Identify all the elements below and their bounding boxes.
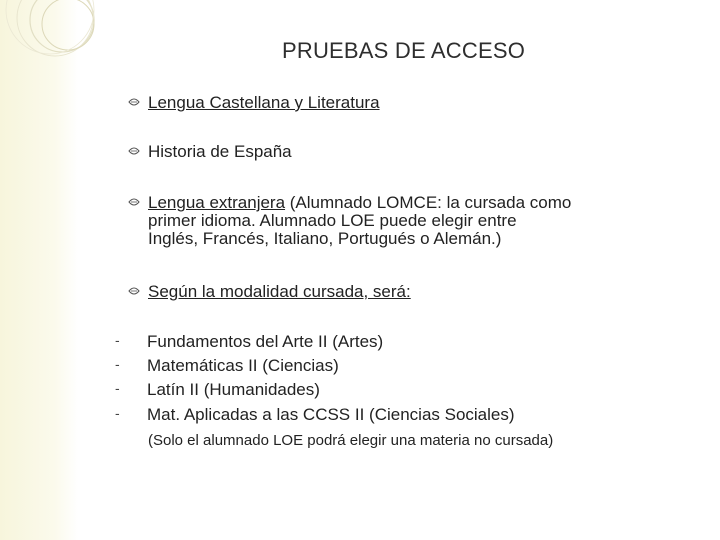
- ornament-bullet-icon: [128, 95, 140, 109]
- bullet-line-2: primer idioma. Alumnado LOE puede elegir entre: [148, 211, 517, 230]
- dash-marker: -: [115, 332, 120, 348]
- dash-item-text: Matemáticas II (Ciencias): [147, 356, 339, 375]
- ornament-bullet-icon: [128, 195, 140, 209]
- ornament-bullet-icon: [128, 144, 140, 158]
- bullet-line-3: Inglés, Francés, Italiano, Portugués o Alemán.): [148, 229, 502, 248]
- dash-item-text: Fundamentos del Arte II (Artes): [147, 332, 384, 351]
- footnote: (Solo el alumnado LOE podrá elegir una materia no cursada): [148, 432, 554, 449]
- dash-item-text: Latín II (Humanidades): [147, 380, 320, 399]
- bullet-text: Según la modalidad cursada, será:: [148, 282, 411, 301]
- ornament-bullet-icon: [128, 284, 140, 298]
- bullet-underlined-text: Lengua extranjera: [148, 193, 286, 212]
- dash-marker: -: [115, 380, 120, 396]
- corner-rings-decoration: [0, 0, 110, 90]
- bullet-rest-text: (Alumnado LOMCE: la cursada como: [285, 193, 572, 212]
- slide-title: PRUEBAS DE ACCESO: [282, 38, 526, 63]
- bullet-text-multiline: [148, 194, 688, 248]
- bullet-text: Historia de España: [148, 142, 292, 161]
- bullet-text: Lengua Castellana y Literatura: [148, 93, 380, 112]
- dash-marker: -: [115, 356, 120, 372]
- dash-marker: -: [115, 405, 120, 421]
- dash-item-text: Mat. Aplicadas a las CCSS II (Ciencias Sociales): [147, 405, 515, 424]
